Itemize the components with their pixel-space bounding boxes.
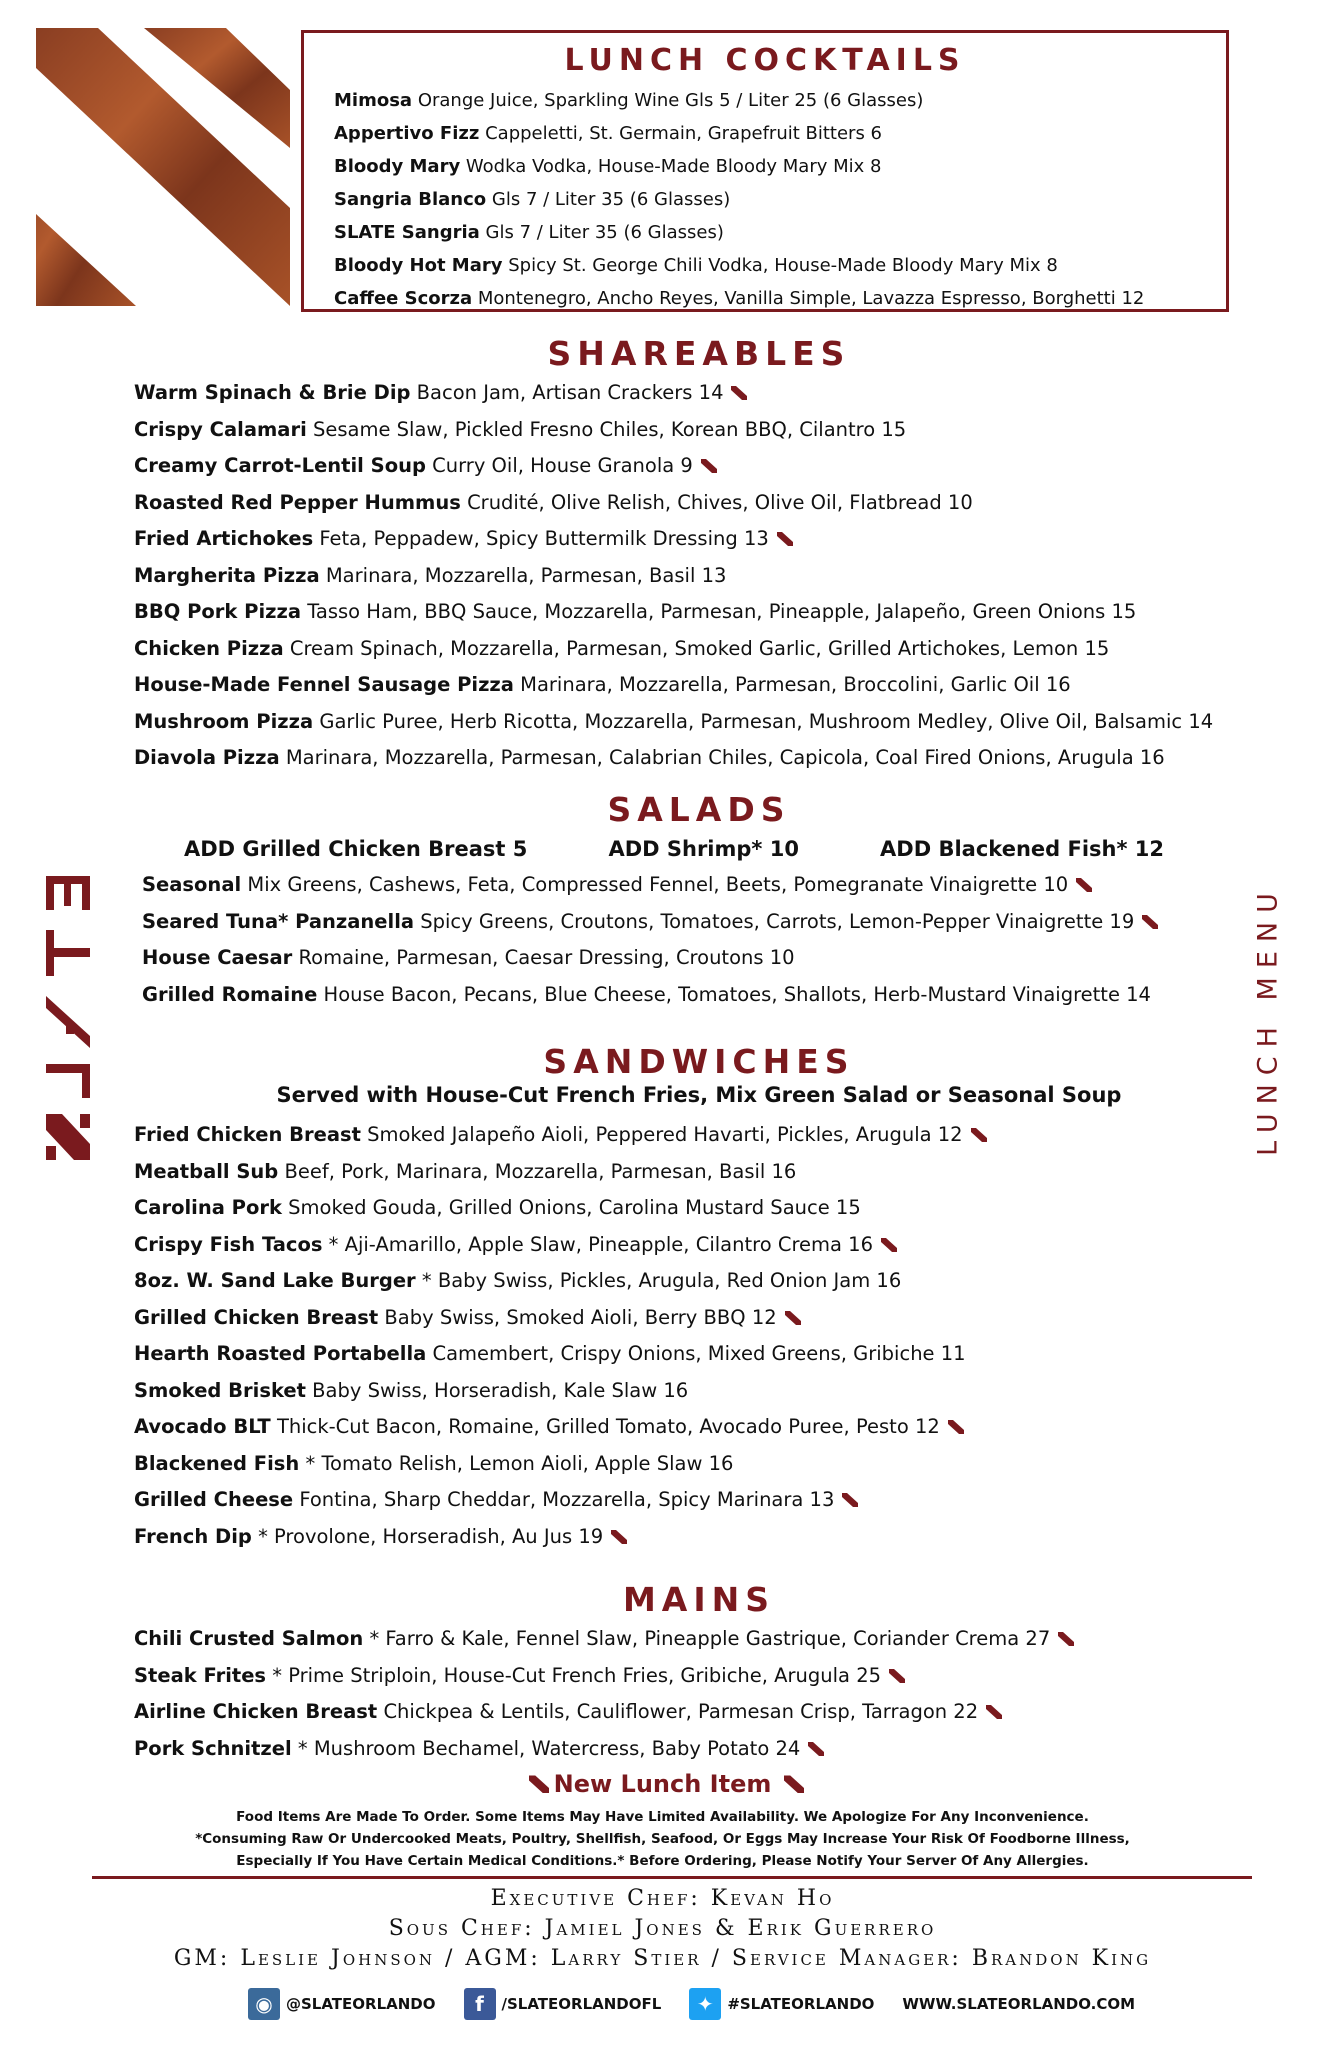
menu-item-name: Grilled Chicken Breast xyxy=(134,1305,379,1329)
menu-item xyxy=(334,84,1226,117)
salads-section xyxy=(134,790,1264,1013)
staff-credits xyxy=(0,1884,1325,1974)
menu-item-name: Chili Crusted Salmon xyxy=(134,1627,364,1650)
executive-chef: Executive Chef: Kevan Ho xyxy=(490,1886,835,1911)
menu-item xyxy=(134,1117,1264,1154)
menu-item-name: Roasted Red Pepper Hummus xyxy=(134,490,461,514)
shareables-list xyxy=(134,375,1264,777)
menu-item-name: 8oz. W. Sand Lake Burger xyxy=(134,1269,416,1292)
new-item-icon xyxy=(808,1740,824,1756)
menu-item xyxy=(134,1446,1264,1483)
new-item-icon xyxy=(777,530,793,546)
menu-item-name: Smoked Brisket xyxy=(134,1378,306,1402)
menu-item-description: Feta, Peppadew, Spicy Buttermilk Dressing 13 xyxy=(319,527,769,550)
facebook-link[interactable] xyxy=(464,1988,662,2020)
menu-item-name: House-Made Fennel Sausage Pizza xyxy=(134,673,514,696)
new-item-icon xyxy=(1076,876,1092,892)
menu-item-name: House Caesar xyxy=(142,946,293,969)
menu-item-name: Hearth Roasted Portabella xyxy=(134,1342,427,1365)
menu-item-description: Crudité, Olive Relish, Chives, Olive Oil, Flatbread 10 xyxy=(467,490,973,514)
new-item-icon xyxy=(1142,913,1158,929)
menu-item-description: Marinara, Mozzarella, Parmesan, Broccolini, Garlic Oil 16 xyxy=(520,673,1071,696)
menu-item xyxy=(134,521,1264,558)
menu-item-name: Meatball Sub xyxy=(134,1159,279,1183)
menu-item xyxy=(134,1409,1264,1446)
salads-title: SALADS xyxy=(607,790,791,829)
menu-item-name: SLATE Sangria xyxy=(334,222,480,243)
menu-item-description: Smoked Gouda, Grilled Onions, Carolina Mustard Sauce 15 xyxy=(288,1196,861,1219)
menu-item xyxy=(134,631,1264,668)
menu-item-description: * Tomato Relish, Lemon Aioli, Apple Slaw 16 xyxy=(305,1451,734,1475)
menu-item xyxy=(134,375,1264,412)
social-links xyxy=(248,1988,1135,2020)
menu-item-description: House Bacon, Pecans, Blue Cheese, Tomatoes, Shallots, Herb-Mustard Vinaigrette 14 xyxy=(323,982,1151,1006)
disclaimer xyxy=(0,1806,1325,1872)
twitter-icon: ✦ xyxy=(689,1988,721,2020)
menu-item-description: Spicy Greens, Croutons, Tomatoes, Carrots, Lemon-Pepper Vinaigrette 19 xyxy=(420,909,1135,933)
menu-item-name: Blackened Fish xyxy=(134,1451,300,1475)
website-url: WWW.SLATEORLANDO.COM xyxy=(902,1995,1136,2013)
website-link[interactable] xyxy=(902,1995,1135,2013)
new-item-icon xyxy=(986,1703,1002,1719)
menu-item xyxy=(334,249,1226,282)
menu-item-name: Warm Spinach & Brie Dip xyxy=(134,381,411,404)
mains-list xyxy=(134,1621,1264,1767)
menu-item-description: Marinara, Mozzarella, Parmesan, Calabrian Chiles, Capicola, Coal Fired Onions, Arugula 16 xyxy=(285,746,1165,769)
new-item-icon xyxy=(701,457,717,473)
menu-item-description: Spicy St. George Chili Vodka, House-Made Bloody Mary Mix 8 xyxy=(508,255,1058,276)
menu-item-name: Avocado BLT xyxy=(134,1415,271,1438)
menu-item-description: Gls 7 / Liter 35 (6 Glasses) xyxy=(491,189,731,210)
facebook-handle: /SLATEORLANDOFL xyxy=(501,1995,662,2013)
menu-item-description: Montenegro, Ancho Reyes, Vanilla Simple, Lavazza Espresso, Borghetti 12 xyxy=(477,288,1145,309)
cocktail-list xyxy=(334,84,1226,315)
menu-item-name: BBQ Pork Pizza xyxy=(134,600,301,623)
menu-item-description: Baby Swiss, Smoked Aioli, Berry BBQ 12 xyxy=(384,1305,777,1329)
menu-item-name: Steak Frites xyxy=(134,1663,267,1687)
menu-item xyxy=(134,485,1264,522)
menu-item-name: Crispy Calamari xyxy=(134,417,307,441)
disclaimer-line: *Consuming Raw Or Undercooked Meats, Poultry, Shellfish, Seafood, Or Eggs May Increase Your Risk Of Foodborne Illness, xyxy=(195,1831,1130,1847)
menu-item xyxy=(134,1482,1264,1519)
menu-item xyxy=(334,183,1226,216)
menu-item xyxy=(134,1300,1264,1337)
add-chicken: ADD Grilled Chicken Breast 5 xyxy=(184,837,528,861)
menu-item-description: * Provolone, Horseradish, Au Jus 19 xyxy=(258,1524,604,1548)
lunch-cocktails-box xyxy=(301,30,1229,312)
new-item-icon xyxy=(881,1236,897,1252)
menu-item xyxy=(134,412,1264,449)
menu-item-name: Appertivo Fizz xyxy=(334,123,480,144)
menu-item-name: Seasonal xyxy=(142,873,242,896)
mains-section xyxy=(134,1580,1264,1767)
menu-item-description: Beef, Pork, Marinara, Mozzarella, Parmesan, Basil 16 xyxy=(284,1159,797,1183)
menu-item-description: Curry Oil, House Granola 9 xyxy=(432,454,693,477)
menu-item-description: Marinara, Mozzarella, Parmesan, Basil 13 xyxy=(325,563,727,587)
menu-item-description: * Prime Striploin, House-Cut French Fries, Gribiche, Arugula 25 xyxy=(272,1663,882,1687)
menu-item-description: Smoked Jalapeño Aioli, Peppered Havarti, Pickles, Arugula 12 xyxy=(367,1123,963,1146)
new-item-icon xyxy=(842,1491,858,1507)
menu-item-description: Thick-Cut Bacon, Romaine, Grilled Tomato, Avocado Puree, Pesto 12 xyxy=(276,1415,940,1438)
new-item-icon xyxy=(948,1418,964,1434)
new-item-icon xyxy=(785,1309,801,1325)
menu-item xyxy=(134,1190,1264,1227)
menu-item xyxy=(134,1621,1264,1658)
menu-item xyxy=(134,1519,1264,1556)
menu-item xyxy=(134,1731,1264,1768)
facebook-icon: f xyxy=(464,1988,496,2020)
sandwiches-list xyxy=(134,1117,1264,1555)
menu-item xyxy=(134,448,1264,485)
management: GM: Leslie Johnson / AGM: Larry Stier / Service Manager: Brandon King xyxy=(173,1946,1152,1971)
menu-item xyxy=(334,216,1226,249)
slate-logo xyxy=(36,28,290,306)
menu-item-name: Seared Tuna* Panzanella xyxy=(142,909,415,933)
menu-item-name: Fried Chicken Breast xyxy=(134,1123,361,1146)
menu-item xyxy=(134,740,1264,777)
menu-item xyxy=(334,282,1226,315)
menu-item-description: Gls 7 / Liter 35 (6 Glasses) xyxy=(485,222,724,243)
menu-item-description: Fontina, Sharp Cheddar, Mozzarella, Spicy Marinara 13 xyxy=(299,1488,835,1511)
menu-item xyxy=(334,150,1226,183)
menu-item-name: Crispy Fish Tacos xyxy=(134,1232,323,1256)
salad-add-ons xyxy=(184,837,1164,861)
menu-item-description: Sesame Slaw, Pickled Fresno Chiles, Korean BBQ, Cilantro 15 xyxy=(312,417,907,441)
menu-item xyxy=(134,1694,1264,1731)
menu-item-description: Wodka Vodka, House-Made Bloody Mary Mix 8 xyxy=(465,156,882,177)
sandwiches-title: SANDWICHES xyxy=(543,1042,855,1081)
menu-item xyxy=(134,1263,1264,1300)
menu-item-name: Airline Chicken Breast xyxy=(134,1700,378,1723)
add-shrimp: ADD Shrimp* 10 xyxy=(608,837,799,861)
menu-item xyxy=(134,704,1264,741)
menu-item-name: Sangria Blanco xyxy=(334,189,487,210)
twitter-link[interactable] xyxy=(689,1988,874,2020)
menu-item xyxy=(134,1336,1264,1373)
menu-item-name: Creamy Carrot-Lentil Soup xyxy=(134,454,426,477)
add-fish: ADD Blackened Fish* 12 xyxy=(880,837,1164,861)
menu-item-name: Fried Artichokes xyxy=(134,527,314,550)
menu-item-description: Orange Juice, Sparkling Wine Gls 5 / Liter 25 (6 Glasses) xyxy=(417,90,924,111)
instagram-icon: ◉ xyxy=(248,1988,280,2020)
menu-item xyxy=(334,117,1226,150)
menu-item xyxy=(134,667,1264,704)
menu-item-description: Mix Greens, Cashews, Feta, Compressed Fennel, Beets, Pomegranate Vinaigrette 10 xyxy=(247,873,1069,896)
menu-item-name: Chicken Pizza xyxy=(134,636,284,660)
menu-item-name: Mushroom Pizza xyxy=(134,709,314,733)
shareables-title: SHAREABLES xyxy=(547,334,851,373)
menu-item-description: Camembert, Crispy Onions, Mixed Greens, Gribiche 11 xyxy=(432,1342,966,1365)
disclaimer-line: Especially If You Have Certain Medical Conditions.* Before Ordering, Please Notify Your Server Of Any Allergies. xyxy=(236,1853,1089,1869)
menu-item xyxy=(142,940,1264,977)
menu-item-name: Grilled Romaine xyxy=(142,982,318,1006)
menu-item xyxy=(134,1373,1264,1410)
menu-item-name: Caffee Scorza xyxy=(334,288,473,309)
menu-item-description: * Farro & Kale, Fennel Slaw, Pineapple Gastrique, Coriander Crema 27 xyxy=(369,1627,1051,1650)
new-item-icon xyxy=(971,1126,987,1142)
menu-item xyxy=(142,867,1264,904)
slate-vertical-logo xyxy=(46,876,90,1160)
menu-item-name: French Dip xyxy=(134,1524,252,1548)
menu-item-description: Garlic Puree, Herb Ricotta, Mozzarella, Parmesan, Mushroom Medley, Olive Oil, Balsamic 14 xyxy=(319,709,1214,733)
menu-item-description: * Mushroom Bechamel, Watercress, Baby Potato 24 xyxy=(297,1736,801,1760)
menu-item-description: Chickpea & Lentils, Cauliflower, Parmesan Crisp, Tarragon 22 xyxy=(383,1700,979,1723)
new-item-icon xyxy=(529,1773,549,1793)
menu-item-description: Cappeletti, St. Germain, Grapefruit Bitters 6 xyxy=(485,123,882,144)
menu-item-name: Pork Schnitzel xyxy=(134,1736,292,1760)
instagram-handle: @SLATEORLANDO xyxy=(286,1995,436,2013)
menu-item-name: Bloody Hot Mary xyxy=(334,255,503,276)
shareables-section xyxy=(134,334,1264,777)
menu-item xyxy=(142,977,1264,1014)
mains-title: MAINS xyxy=(622,1580,776,1619)
menu-item xyxy=(134,558,1264,595)
menu-item-description: * Aji-Amarillo, Apple Slaw, Pineapple, Cilantro Crema 16 xyxy=(328,1232,873,1256)
disclaimer-line: Food Items Are Made To Order. Some Items May Have Limited Availability. We Apologize For Any Inconvenience. xyxy=(236,1809,1089,1825)
menu-item-description: Romaine, Parmesan, Caesar Dressing, Croutons 10 xyxy=(298,946,795,969)
menu-item-name: Margherita Pizza xyxy=(134,563,320,587)
new-item-icon xyxy=(784,1773,804,1793)
menu-item-name: Carolina Pork xyxy=(134,1196,282,1219)
new-item-icon xyxy=(731,384,747,400)
menu-item-name: Mimosa xyxy=(334,90,413,111)
menu-item-name: Bloody Mary xyxy=(334,156,461,177)
menu-item-description: Baby Swiss, Horseradish, Kale Slaw 16 xyxy=(312,1378,689,1402)
menu-item xyxy=(142,904,1264,941)
new-item-label: New Lunch Item xyxy=(553,1770,772,1798)
sandwiches-subtitle: Served with House-Cut French Fries, Mix Green Salad or Seasonal Soup xyxy=(276,1083,1122,1107)
sandwiches-section xyxy=(134,1042,1264,1555)
menu-item-description: * Baby Swiss, Pickles, Arugula, Red Onion Jam 16 xyxy=(421,1269,902,1292)
lunch-menu-text: LUNCH MENU xyxy=(1252,884,1284,1156)
menu-item xyxy=(134,1227,1264,1264)
footer-divider xyxy=(92,1876,1252,1879)
new-item-icon xyxy=(889,1667,905,1683)
new-item-icon xyxy=(611,1528,627,1544)
menu-item-description: Cream Spinach, Mozzarella, Parmesan, Smoked Garlic, Grilled Artichokes, Lemon 15 xyxy=(289,636,1110,660)
salads-list xyxy=(134,867,1264,1013)
menu-item-description: Tasso Ham, BBQ Sauce, Mozzarella, Parmesan, Pineapple, Jalapeño, Green Onions 15 xyxy=(307,600,1137,623)
menu-item xyxy=(134,1658,1264,1695)
menu-item-description: Bacon Jam, Artisan Crackers 14 xyxy=(416,381,724,404)
new-item-icon xyxy=(1058,1630,1074,1646)
cocktails-title: LUNCH COCKTAILS xyxy=(564,43,966,78)
twitter-handle: #SLATEORLANDO xyxy=(727,1995,875,2013)
instagram-link[interactable] xyxy=(248,1988,436,2020)
menu-item xyxy=(134,594,1264,631)
new-item-legend xyxy=(0,1770,1325,1798)
menu-item-name: Diavola Pizza xyxy=(134,746,280,769)
menu-item xyxy=(134,1154,1264,1191)
menu-item-name: Grilled Cheese xyxy=(134,1488,294,1511)
sous-chef: Sous Chef: Jamiel Jones & Erik Guerrero xyxy=(388,1916,937,1941)
